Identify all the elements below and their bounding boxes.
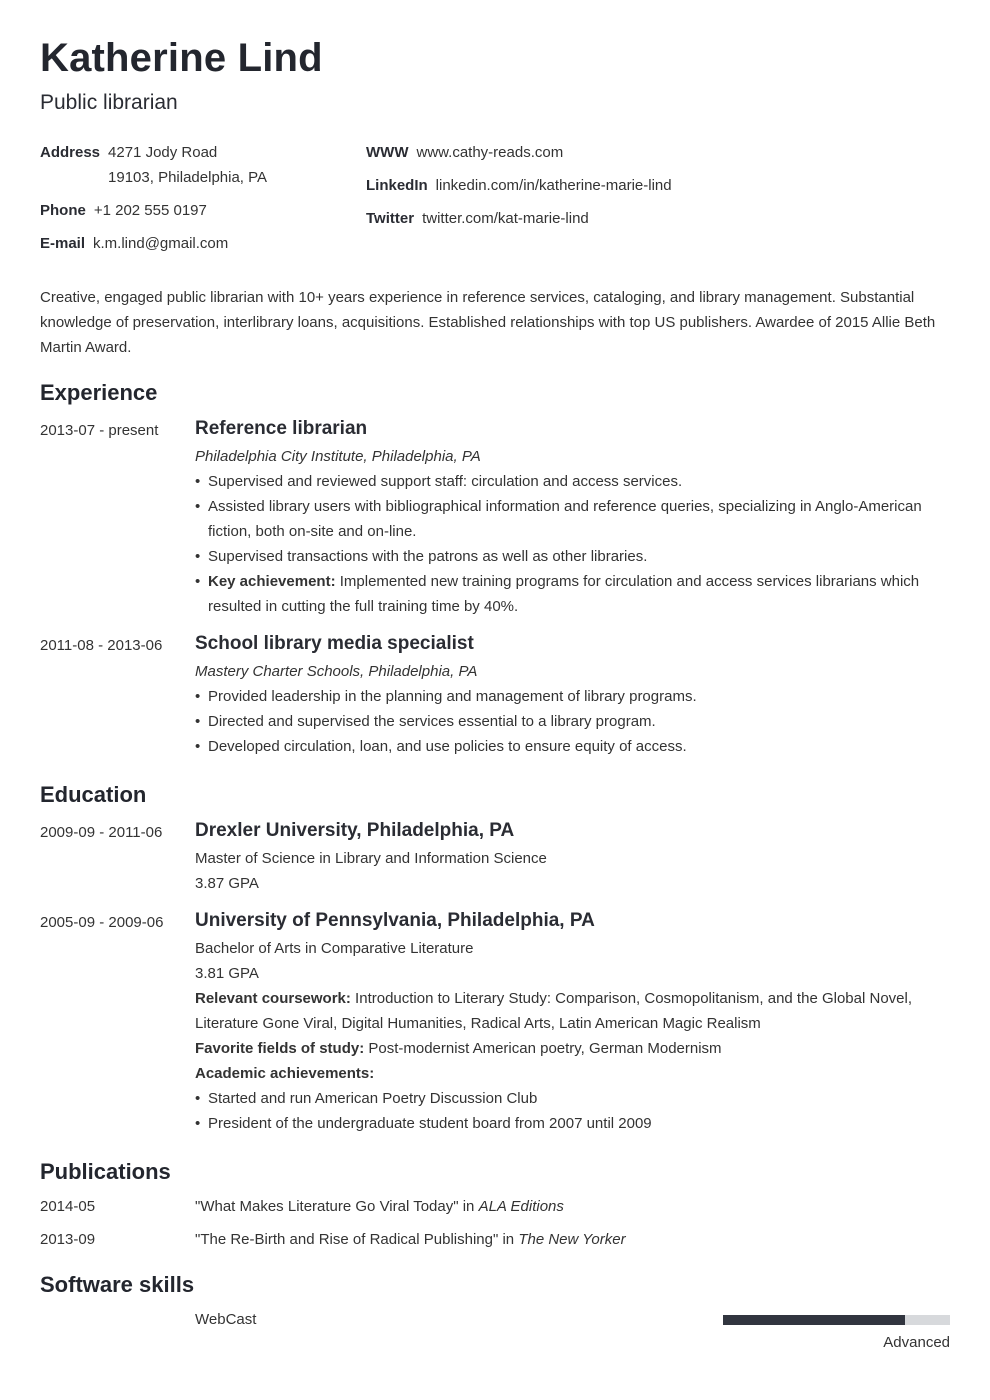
contact-phone [40,198,267,223]
experience-heading: Experience [40,380,158,405]
entry-bullets [195,469,950,619]
entry-body [195,418,950,619]
publication-date: 2014-05 [40,1198,96,1215]
email-value: k.m.lind@gmail.com [93,235,229,252]
entry-organization: Philadelphia City Institute, Philadelphia, PA [195,448,481,465]
linkedin-link[interactable]: linkedin.com/in/katherine-marie-lind [435,177,672,194]
entry-date: 2009-09 - 2011-06 [40,824,163,841]
coursework-label: Relevant coursework: [195,990,351,1007]
software-skills-heading: Software skills [40,1272,195,1297]
bullet-item: • Directed and supervised the services essential to a library program. [195,709,950,734]
publication-text [195,1227,626,1252]
entry-title: Drexler University, Philadelphia, PA [195,820,515,841]
bullet-item: • Provided leadership in the planning and management of library programs. [195,684,950,709]
favorite-fields [195,1036,950,1061]
education-heading: Education [40,782,147,807]
entry-body [195,910,950,1136]
favorite-fields-label: Favorite fields of study: [195,1040,365,1057]
www-label: WWW [366,144,409,161]
entry-body [195,633,950,759]
contact-right-column [366,140,672,239]
entry-title: Reference librarian [195,418,368,439]
publication-venue: ALA Editions [478,1198,564,1215]
publication-date: 2013-09 [40,1231,96,1248]
publication-title: "The Re-Birth and Rise of Radical Publishing" in [195,1231,519,1248]
bullet-item: • Assisted library users with bibliographical information and reference queries, specializing in Anglo-American fiction, both on-site and on-line. [195,494,950,544]
key-achievement-label: Key achievement: [208,573,336,590]
gpa: 3.81 GPA [195,965,259,982]
twitter-label: Twitter [366,210,415,227]
twitter-link[interactable]: twitter.com/kat-marie-lind [422,210,589,227]
address-value: 4271 Jody Road 19103, Philadelphia, PA [108,144,268,186]
skill-level-bar [723,1315,950,1325]
entry-bullets [195,684,950,759]
entry-title: University of Pennsylvania, Philadelphia, PA [195,910,595,931]
phone-label: Phone [40,202,86,219]
achievements-list [195,1086,950,1136]
contact-address [40,140,267,190]
skill-level-fill [723,1315,905,1325]
email-label: E-mail [40,235,86,252]
publications-heading: Publications [40,1159,171,1184]
entry-body [195,820,950,896]
key-achievement-text: Implemented new training programs for circulation and access services librarians which resulted in cutting the full training time by 40%. [208,573,920,615]
linkedin-label: LinkedIn [366,177,428,194]
contact-email [40,231,267,256]
entry-date: 2013-07 - present [40,422,159,439]
degree: Master of Science in Library and Information Science [195,850,547,867]
skill-level-label: Advanced [883,1334,950,1351]
contact-left-column [40,140,267,264]
bullet-item: • Started and run American Poetry Discussion Club [195,1086,950,1111]
favorite-fields-text: Post-modernist American poetry, German Modernism [364,1040,722,1057]
bullet-item: • Developed circulation, loan, and use policies to ensure equity of access. [195,734,950,759]
bullet-item: • President of the undergraduate student board from 2007 until 2009 [195,1111,950,1136]
phone-value: +1 202 555 0197 [93,202,207,219]
entry-date: 2005-09 - 2009-06 [40,914,164,931]
www-link[interactable]: www.cathy-reads.com [416,144,564,161]
contact-twitter [366,206,672,231]
skill-name: WebCast [195,1311,257,1328]
profile-summary: Creative, engaged public librarian with 10+ years experience in reference services, cataloging, and library management. Substantial knowledge of preservation, interlibrary loans, acquisitions. Established relationships with top US publishers. Awardee of 2015 Allie Beth Martin Award. [40,289,936,356]
entry-organization: Mastery Charter Schools, Philadelphia, PA [195,663,478,680]
contact-www [366,140,672,165]
candidate-role: Public librarian [40,91,178,114]
publication-text [195,1194,564,1219]
coursework-text: Introduction to Literary Study: Comparison, Cosmopolitanism, and the Global Novel, Literature Gone Viral, Digital Humanities, Radical Arts, Latin American Magic Realism [195,990,912,1032]
address-label: Address [40,144,101,161]
gpa: 3.87 GPA [195,875,259,892]
candidate-name: Katherine Lind [40,36,323,80]
coursework [195,986,950,1036]
degree: Bachelor of Arts in Comparative Literature [195,940,474,957]
publication-venue: The New Yorker [518,1231,626,1248]
bullet-item: • Supervised transactions with the patrons as well as other libraries. [195,544,950,569]
achievements-label: Academic achievements: [195,1065,375,1082]
entry-title: School library media specialist [195,633,474,654]
publication-title: "What Makes Literature Go Viral Today" in [195,1198,479,1215]
bullet-item: • Supervised and reviewed support staff: circulation and access services. [195,469,950,494]
contact-linkedin [366,173,672,198]
entry-date: 2011-08 - 2013-06 [40,637,163,654]
bullet-item [195,569,950,619]
